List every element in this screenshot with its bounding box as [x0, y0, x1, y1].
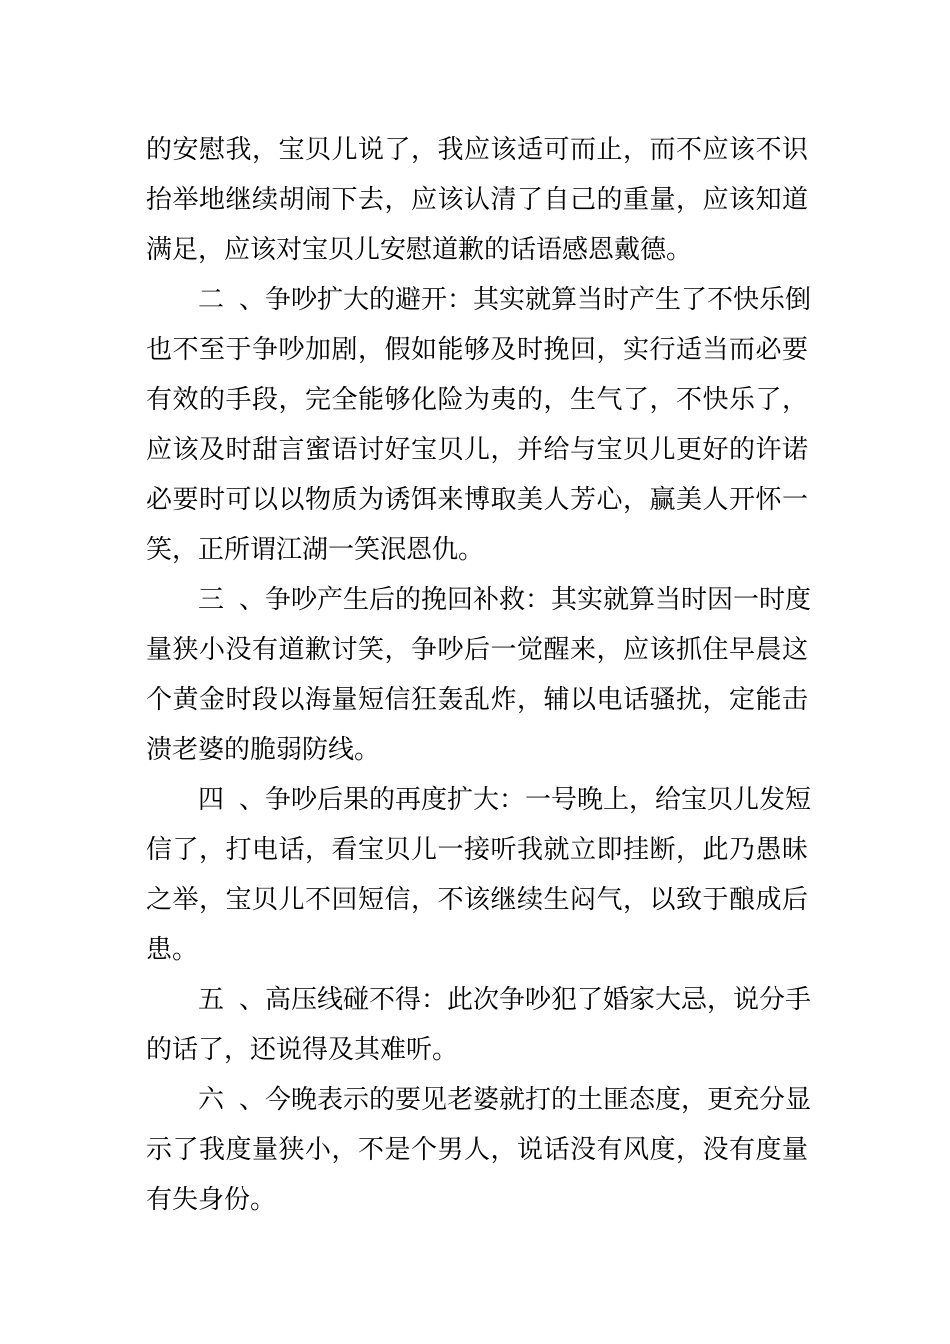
- text-line-content: 争吵后果的再度扩大：一号晚上，给宝贝儿发短: [265, 785, 812, 815]
- text-line: 必要时可以以物质为诱饵来博取美人芳心，赢美人开怀一: [146, 485, 808, 515]
- text-line: 也不至于争吵加剧，假如能够及时挽回，实行适当而必要: [146, 335, 808, 365]
- text-line-first: [146, 575, 812, 625]
- text-line: 信了，打电话，看宝贝儿一接听我就立即挂断，此乃愚昧: [146, 835, 808, 865]
- item-number: 六、: [198, 1085, 265, 1115]
- item-number: 三、: [198, 585, 265, 615]
- text-line: 应该及时甜言蜜语讨好宝贝儿，并给与宝贝儿更好的许诺: [146, 435, 808, 465]
- text-line: 量狭小没有道歉讨笑，争吵后一觉醒来，应该抓住早晨这: [146, 635, 808, 665]
- text-line-first: [146, 775, 812, 825]
- item-number: 二、: [198, 285, 265, 315]
- text-line-first: [146, 1075, 812, 1125]
- text-line-content: 高压线碰不得：此次争吵犯了婚家大忌，说分手: [265, 985, 812, 1015]
- paragraph-item-6: [146, 1075, 812, 1225]
- paragraph-item-3: [146, 575, 812, 775]
- text-line-content: 争吵产生后的挽回补救：其实就算当时因一时度: [265, 585, 812, 615]
- text-line-first: [146, 275, 812, 325]
- text-line: 满足，应该对宝贝儿安慰道歉的话语感恩戴德。: [146, 235, 693, 265]
- item-number: 四、: [198, 785, 265, 815]
- text-line: 的安慰我，宝贝儿说了，我应该适可而止，而不应该不识: [146, 135, 808, 165]
- text-line-content: 今晚表示的要见老婆就打的土匪态度，更充分显: [265, 1085, 812, 1115]
- text-line: 患。: [146, 935, 199, 965]
- paragraph-item-4: [146, 775, 812, 975]
- text-line-content: 争吵扩大的避开：其实就算当时产生了不快乐倒: [265, 285, 812, 315]
- text-line: 有效的手段，完全能够化险为夷的，生气了，不快乐了，: [146, 385, 808, 415]
- text-line: 示了我度量狭小，不是个男人，说话没有风度，没有度量: [146, 1135, 808, 1165]
- document-body: [146, 125, 812, 1225]
- text-line: 抬举地继续胡闹下去，应该认清了自己的重量，应该知道: [146, 185, 808, 215]
- text-line: 之举，宝贝儿不回短信，不该继续生闷气，以致于酿成后: [146, 885, 808, 915]
- text-line: 溃老婆的脆弱防线。: [146, 735, 381, 765]
- paragraph-continuation: [146, 125, 808, 275]
- paragraph-item-2: [146, 275, 812, 575]
- text-line: 个黄金时段以海量短信狂轰乱炸，辅以电话骚扰，定能击: [146, 685, 808, 715]
- item-number: 五、: [198, 985, 265, 1015]
- text-line: 有失身份。: [146, 1185, 277, 1215]
- text-line: 笑，正所谓江湖一笑泯恩仇。: [146, 535, 485, 565]
- text-line: 的话了，还说得及其难听。: [146, 1035, 459, 1065]
- paragraph-item-5: [146, 975, 812, 1075]
- text-line-first: [146, 975, 812, 1025]
